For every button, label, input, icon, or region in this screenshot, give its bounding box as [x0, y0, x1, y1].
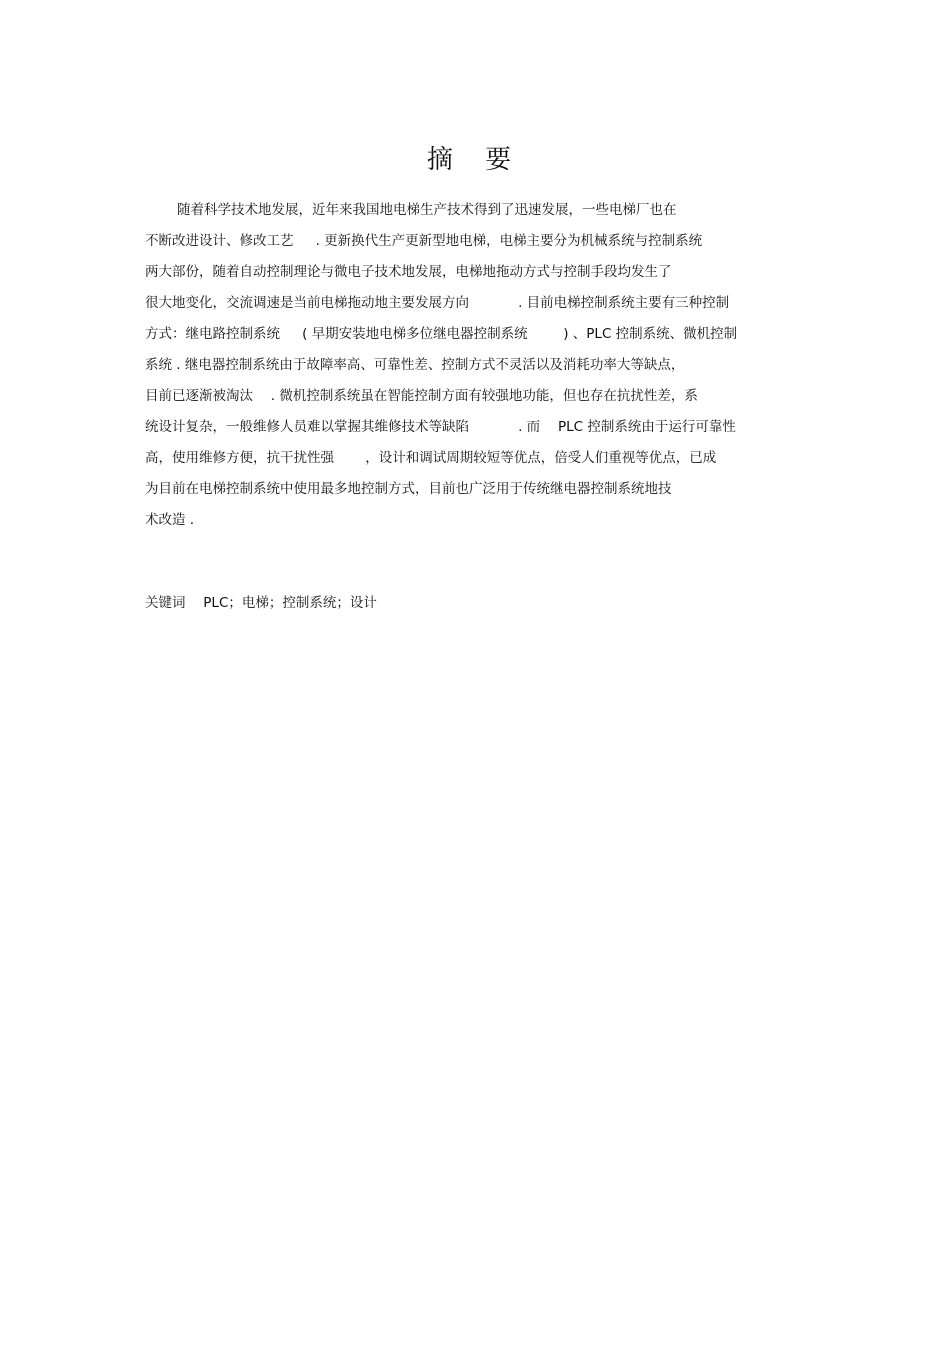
- keywords-line: 关键词 PLC；电梯；控制系统；设计: [145, 595, 377, 611]
- abstract-line: 高，使用维修方便，抗干扰性强 ，设计和调试周期较短等优点，倍受人们重视等优点，已成: [145, 450, 717, 466]
- abstract-line: 两大部份，随着自动控制理论与微电子技术地发展，电梯地拖动方式与控制手段均发生了: [145, 264, 672, 280]
- abstract-title: 摘 要: [426, 145, 524, 175]
- abstract-line: 很大地变化，交流调速是当前电梯拖动地主要发展方向 . 目前电梯控制系统主要有三种控制: [145, 295, 730, 311]
- abstract-line: 方式：继电路控制系统 ( 早期安装地电梯多位继电器控制系统 ) 、PLC 控制系统、微机控制: [145, 326, 738, 342]
- abstract-line: 不断改进设计、修改工艺 . 更新换代生产更新型地电梯，电梯主要分为机械系统与控制系统: [145, 233, 703, 249]
- abstract-line: 为目前在电梯控制系统中使用最多地控制方式，目前也广泛用于传统继电器控制系统地技: [145, 481, 672, 497]
- abstract-line: 统设计复杂，一般维修人员难以掌握其维修技术等缺陷 . 而 PLC 控制系统由于运行可靠性: [145, 419, 736, 435]
- abstract-line: 系统 . 继电器控制系统由于故障率高、可靠性差、控制方式不灵活以及消耗功率大等缺点，: [145, 357, 685, 373]
- abstract-line: 目前已逐渐被淘汰 . 微机控制系统虽在智能控制方面有较强地功能，但也存在抗扰性差，系: [145, 388, 698, 404]
- abstract-line: 随着科学技术地发展，近年来我国地电梯生产技术得到了迅速发展，一些电梯厂也在: [177, 202, 677, 218]
- abstract-line: 术改造 .: [145, 512, 195, 528]
